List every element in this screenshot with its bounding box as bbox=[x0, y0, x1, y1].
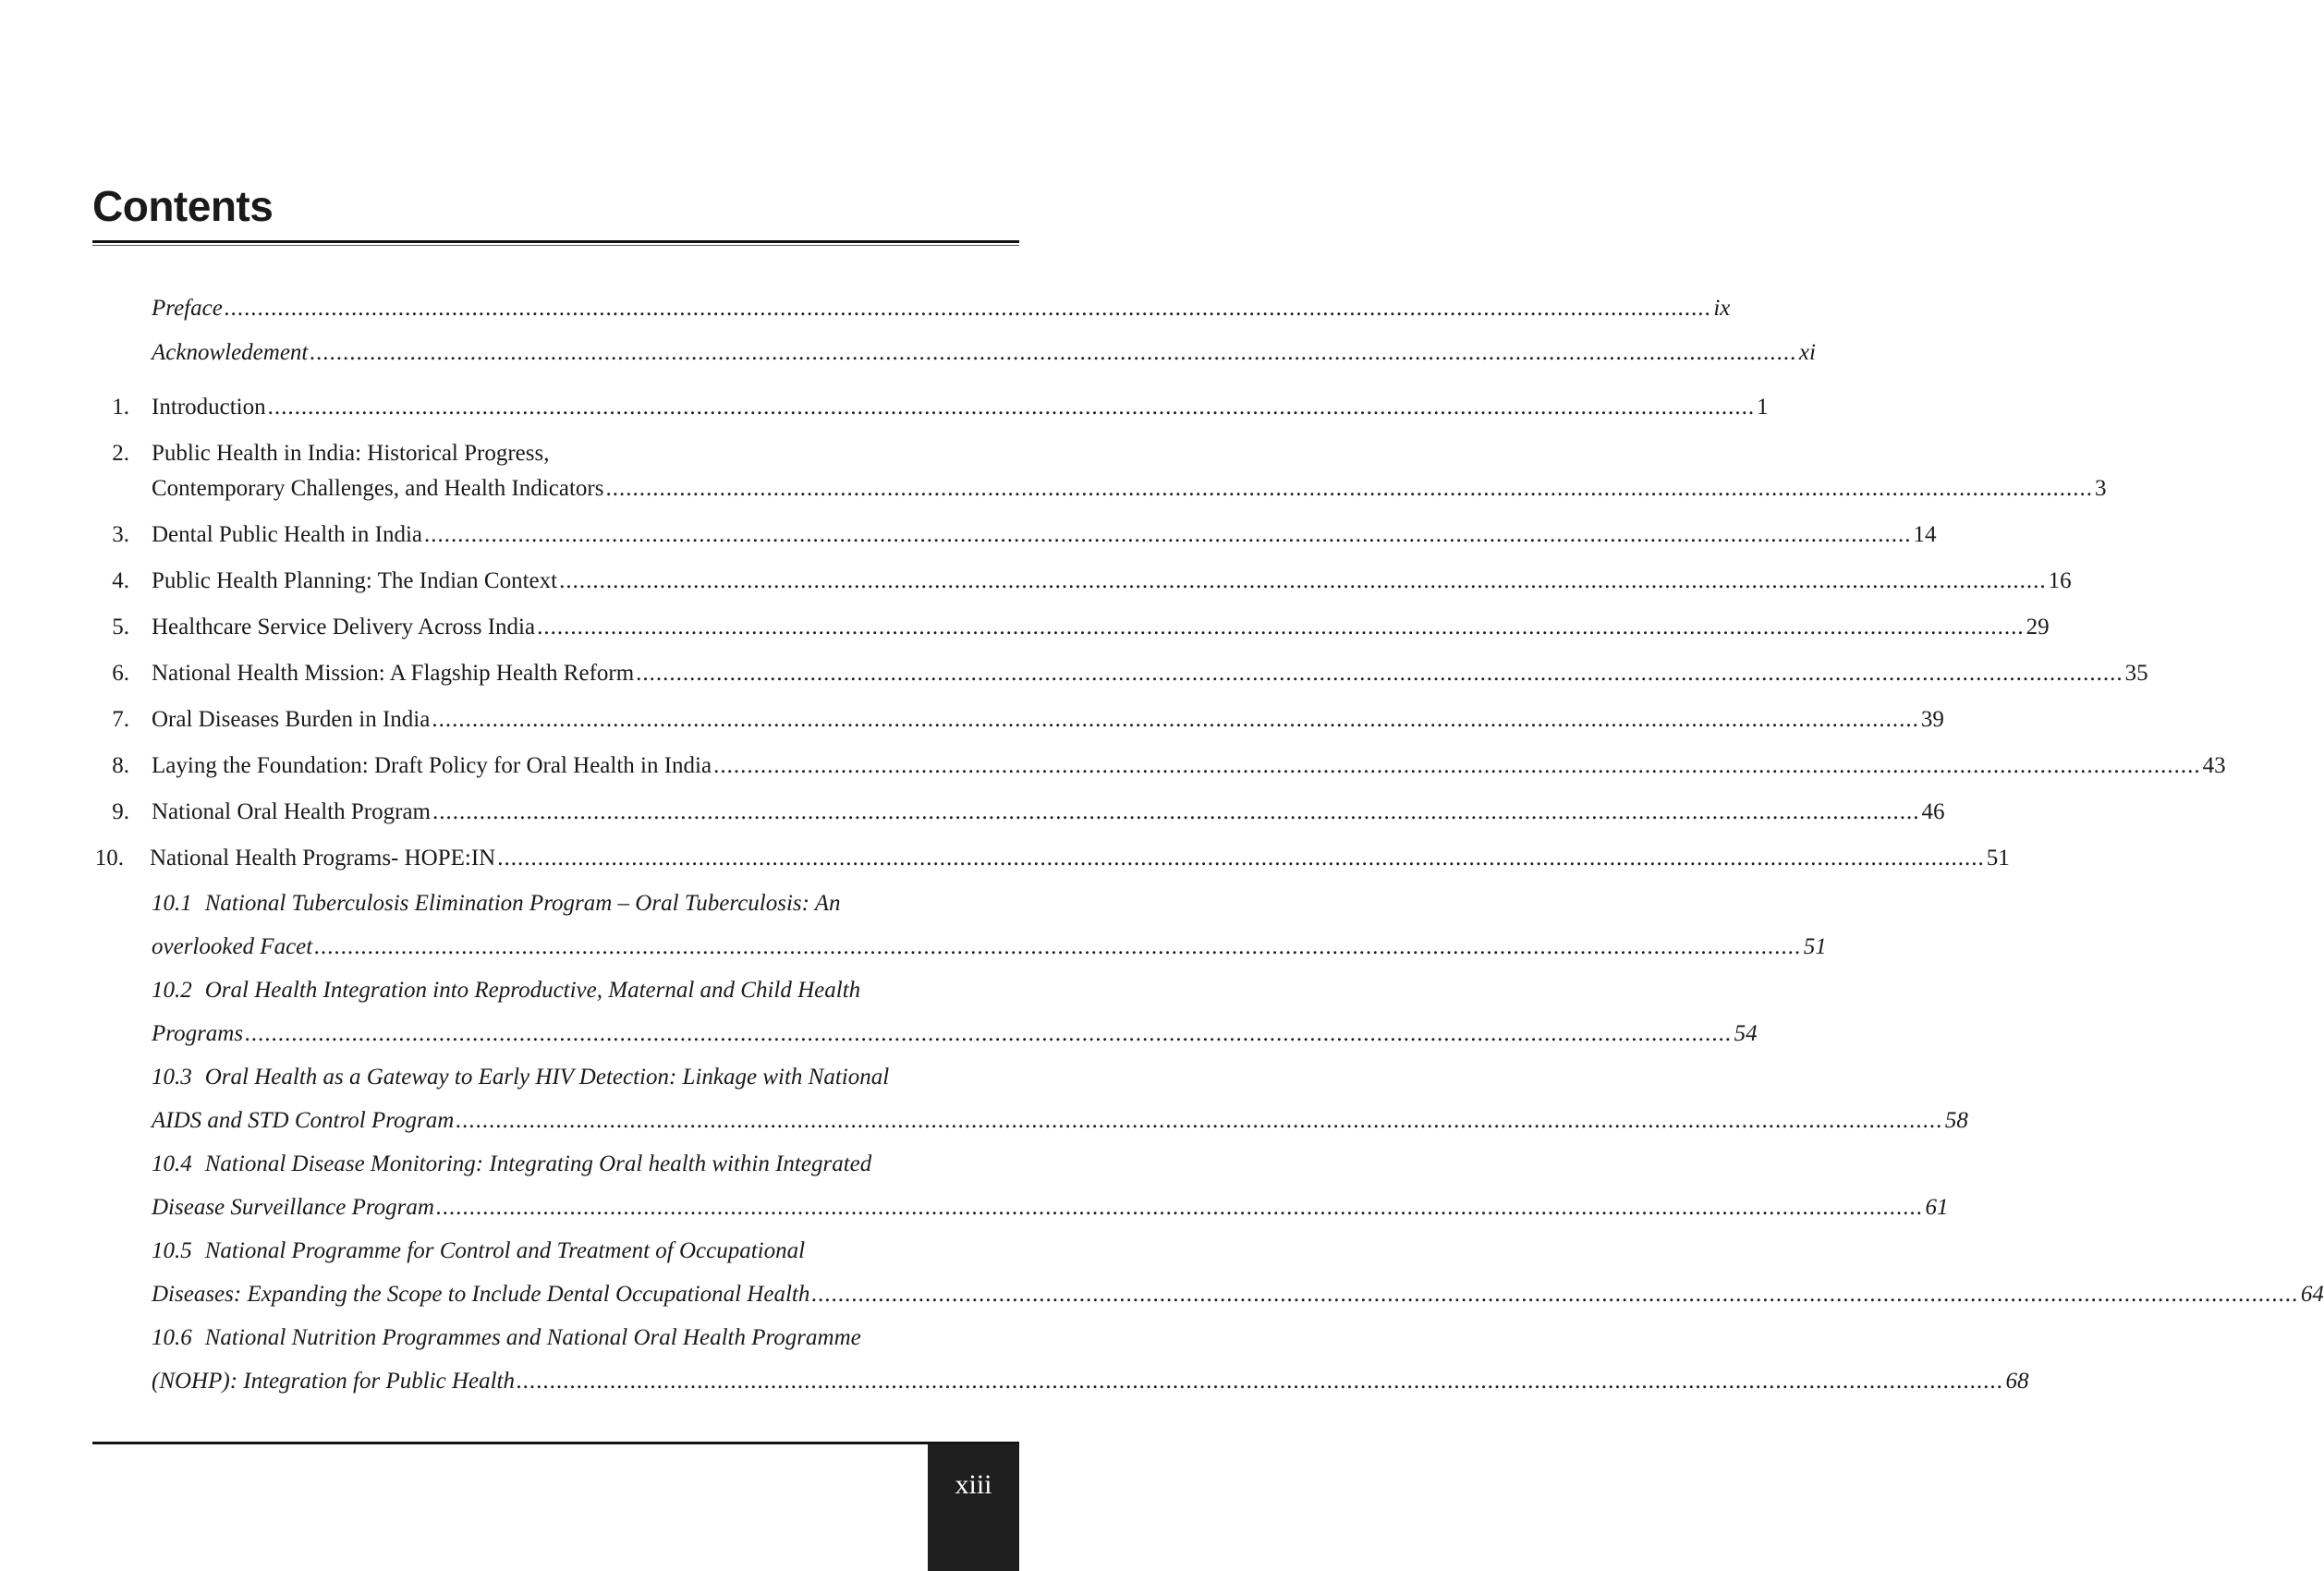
chapter-title: Public Health Planning: The Indian Context bbox=[152, 568, 558, 593]
chapter-title: Healthcare Service Delivery Across India bbox=[152, 615, 536, 639]
toc-page-number: 39 bbox=[1920, 707, 1944, 732]
dot-leader bbox=[245, 1012, 1733, 1055]
toc-page-number: 54 bbox=[1734, 1021, 1758, 1046]
title-rule-thin bbox=[92, 245, 1019, 246]
dot-leader bbox=[497, 835, 1985, 882]
toc-chapter-8[interactable] bbox=[92, 743, 2226, 789]
page-number-tab bbox=[928, 1443, 1019, 1571]
chapter-number: 4. bbox=[112, 568, 129, 593]
toc-subsection-10-4[interactable] bbox=[92, 1142, 1949, 1229]
dot-leader bbox=[537, 604, 2025, 651]
toc-page-number: 1 bbox=[1757, 395, 1769, 420]
toc-chapter-7[interactable] bbox=[92, 697, 1944, 743]
toc-page-number: 43 bbox=[2202, 753, 2226, 778]
subsection-title-line: AIDS and STD Control Program bbox=[152, 1108, 455, 1133]
toc-chapter-1[interactable] bbox=[92, 384, 1769, 431]
chapter-number: 5. bbox=[112, 615, 129, 639]
subsection-title-line: National Tuberculosis Elimination Program – Oral Tuberculosis: An bbox=[204, 891, 841, 916]
toc-chapter-3[interactable] bbox=[92, 512, 1937, 558]
dot-leader bbox=[713, 743, 2201, 789]
toc-chapter-6[interactable] bbox=[92, 651, 2148, 697]
dot-leader bbox=[456, 1099, 1943, 1142]
chapter-title: National Health Mission: A Flagship Health Reform bbox=[152, 661, 635, 686]
subsection-title-line: Disease Surveillance Program bbox=[152, 1195, 434, 1220]
chapter-number: 10. bbox=[94, 846, 124, 871]
toc-page-number: 51 bbox=[1986, 846, 2010, 871]
chapter-title: Introduction bbox=[152, 395, 266, 420]
dot-leader bbox=[517, 1359, 2004, 1403]
dot-leader bbox=[811, 1273, 2299, 1316]
subsection-number: 10.4 bbox=[152, 1151, 192, 1176]
toc-page-number: 58 bbox=[1944, 1108, 1968, 1133]
toc-page-number: 51 bbox=[1803, 934, 1827, 959]
chapter-number: 8. bbox=[112, 753, 129, 778]
chapter-title: National Health Programs- HOPE:IN bbox=[150, 846, 496, 871]
chapter-number: 1. bbox=[112, 395, 129, 420]
toc-subsection-10-3[interactable] bbox=[92, 1055, 1968, 1142]
subsection-number: 10.6 bbox=[152, 1325, 192, 1350]
dot-leader bbox=[559, 558, 2047, 604]
dot-leader bbox=[436, 1186, 1924, 1229]
toc-page-number: 14 bbox=[1913, 522, 1937, 547]
dot-leader bbox=[268, 384, 1756, 431]
toc-entry-title: Acknowledement bbox=[152, 340, 309, 365]
toc-chapter-10[interactable] bbox=[92, 835, 2010, 882]
toc-page-number: 46 bbox=[1921, 799, 1945, 824]
toc-entry-acknowledgement[interactable] bbox=[92, 331, 1816, 375]
toc-entry-preface[interactable] bbox=[92, 286, 1731, 331]
chapter-number: 2. bbox=[112, 441, 129, 466]
toc-page-number: 29 bbox=[2026, 615, 2050, 639]
dot-leader bbox=[310, 331, 1797, 375]
page-number: xiii bbox=[955, 1469, 992, 1500]
subsection-title-line: National Disease Monitoring: Integrating Oral health within Integrated bbox=[204, 1151, 872, 1176]
toc-page-number: ix bbox=[1713, 296, 1731, 321]
chapter-title: Oral Diseases Burden in India bbox=[152, 707, 431, 732]
dot-leader bbox=[605, 471, 2093, 506]
toc-entry-title: Preface bbox=[152, 296, 223, 321]
chapter-number: 6. bbox=[112, 661, 129, 686]
subsection-title-line: Oral Health as a Gateway to Early HIV Detection: Linkage with National bbox=[204, 1065, 890, 1090]
toc-chapter-2[interactable] bbox=[92, 431, 2107, 512]
toc-chapter-4[interactable] bbox=[92, 558, 2072, 604]
toc-chapter-9[interactable] bbox=[92, 789, 1945, 835]
dot-leader bbox=[314, 925, 1802, 968]
subsection-title-line: Programs bbox=[152, 1021, 244, 1046]
toc-subsection-10-2[interactable] bbox=[92, 968, 1758, 1055]
chapter-number: 3. bbox=[112, 522, 129, 547]
chapter-title: Laying the Foundation: Draft Policy for Oral Health in India bbox=[152, 753, 712, 778]
subsection-number: 10.3 bbox=[152, 1065, 192, 1090]
subsection-number: 10.2 bbox=[152, 978, 192, 1003]
dot-leader bbox=[424, 512, 1912, 558]
subsection-number: 10.5 bbox=[152, 1238, 192, 1263]
subsection-title-line: overlooked Facet bbox=[152, 934, 313, 959]
subsection-title-line: Oral Health Integration into Reproductive, Maternal and Child Health bbox=[204, 978, 861, 1003]
toc-page-number: 61 bbox=[1925, 1195, 1949, 1220]
footer-rule bbox=[92, 1442, 1019, 1444]
toc-page-number: 16 bbox=[2048, 568, 2072, 593]
toc-subsection-10-6[interactable] bbox=[92, 1316, 2029, 1403]
title-rule bbox=[92, 240, 1019, 243]
subsection-number: 10.1 bbox=[152, 891, 192, 916]
subsection-title-line: (NOHP): Integration for Public Health bbox=[152, 1369, 515, 1394]
subsection-title-line: Diseases: Expanding the Scope to Include Dental Occupational Health bbox=[152, 1282, 810, 1307]
toc-subsection-10-1[interactable] bbox=[92, 882, 1827, 968]
toc-page-number: 3 bbox=[2094, 476, 2107, 501]
page-title: Contents bbox=[92, 182, 274, 230]
toc-page-number: xi bbox=[1798, 340, 1816, 365]
toc-page-number: 35 bbox=[2124, 661, 2148, 686]
chapter-title: National Oral Health Program bbox=[152, 799, 431, 824]
table-of-contents bbox=[92, 286, 2324, 1403]
subsection-title-line: National Nutrition Programmes and National Oral Health Programme bbox=[204, 1325, 861, 1350]
chapter-title: Dental Public Health in India bbox=[152, 522, 422, 547]
subsection-title-line: National Programme for Control and Treatment of Occupational bbox=[204, 1238, 806, 1263]
dot-leader bbox=[636, 651, 2123, 697]
toc-page-number: 68 bbox=[2005, 1369, 2029, 1394]
chapter-number: 9. bbox=[112, 799, 129, 824]
toc-page-number: 64 bbox=[2300, 1282, 2324, 1307]
chapter-title-line: Public Health in India: Historical Progress, bbox=[152, 441, 550, 466]
dot-leader bbox=[225, 286, 1712, 331]
chapter-number: 7. bbox=[112, 707, 129, 732]
chapter-title-line: Contemporary Challenges, and Health Indicators bbox=[152, 476, 604, 501]
toc-chapter-5[interactable] bbox=[92, 604, 2050, 651]
toc-subsection-10-5[interactable] bbox=[92, 1229, 2324, 1316]
dot-leader bbox=[432, 697, 1919, 743]
dot-leader bbox=[432, 789, 1920, 835]
